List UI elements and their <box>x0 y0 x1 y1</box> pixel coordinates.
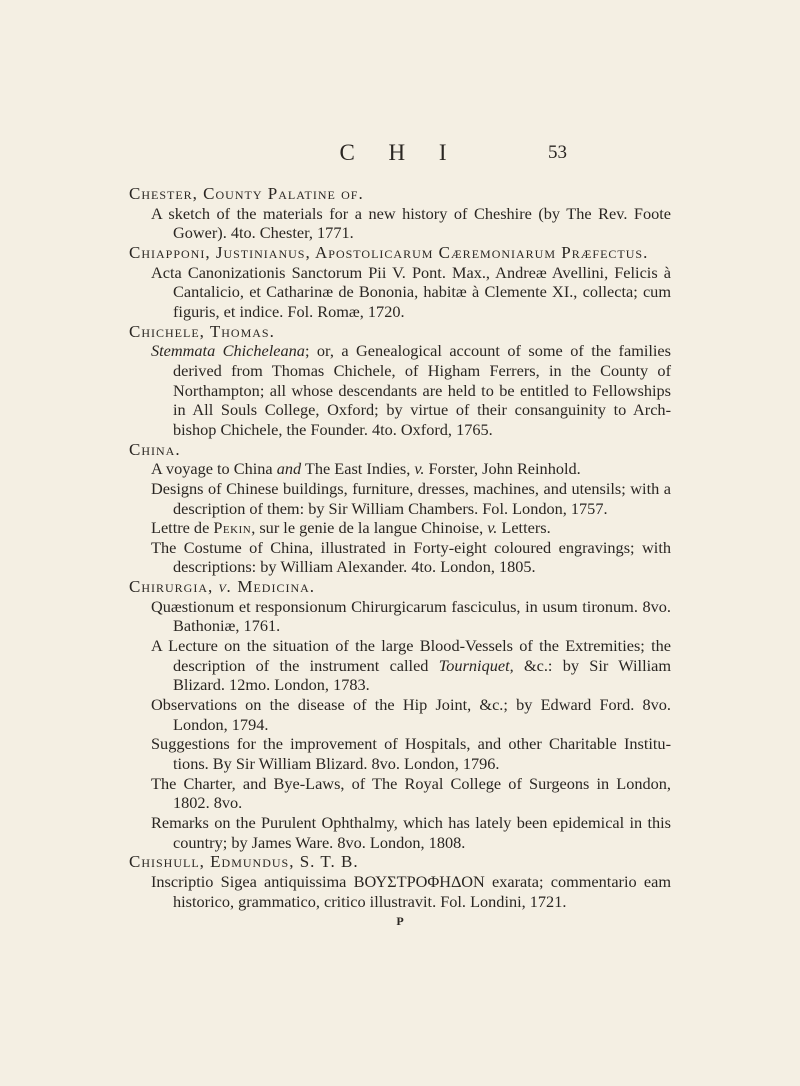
catalogue-entry <box>129 322 671 440</box>
italic-text: and <box>276 459 302 479</box>
text-run: The Charter, and Bye-Laws, of The Royal College of Surgeons in London, 1802. 8vo. <box>151 773 671 813</box>
text-run: The Costume of China, illustrated in Forty-eight coloured engravings; with descriptions: by William Alexander. 4to. London, 1805. <box>151 537 671 577</box>
italic-text: v. <box>414 459 425 479</box>
text-run: Acta Canonizationis Sanctorum Pii V. Pont. Max., Andreæ Avellini, Felicis à Cantalicio, et Catharinæ de Bononia, habitæ à Clemente XI., collecta; cum figuris, et indice. Fol. Romæ, 1720. <box>151 262 671 321</box>
text-run: Designs of Chinese buildings, furniture, dresses, machines, and utensils; with a description of them: by Sir William Chambers. Fol. London, 1757. <box>151 478 671 518</box>
text-run: Medicina. <box>232 577 316 597</box>
catalogue-entries <box>129 184 671 932</box>
small-caps-text: Pekin <box>213 518 252 538</box>
italic-text: Stemmata Chicheleana <box>151 341 305 361</box>
entry-item <box>151 518 671 538</box>
entry-item <box>151 479 671 518</box>
text-run: Forster, John Reinhold. <box>424 459 581 479</box>
entry-item <box>151 695 671 734</box>
text-run: Observations on the disease of the Hip Joint, &c.; by Edward Ford. 8vo. London, 1794. <box>151 695 671 734</box>
entry-item <box>151 774 671 813</box>
entry-item <box>151 341 671 439</box>
catalogue-entry <box>129 852 671 911</box>
entry-item <box>151 538 671 577</box>
entry-item <box>151 459 671 479</box>
catalogue-entry <box>129 184 671 243</box>
text-run: A voyage to China <box>151 459 277 479</box>
page-number: 53 <box>548 142 567 163</box>
entry-item <box>151 813 671 852</box>
entry-item <box>151 734 671 773</box>
running-head-title: C H I <box>339 140 461 165</box>
text-run: Suggestions for the improvement of Hospitals, and other Charitable Institu-tions. By Sir William Blizard. 8vo. London, 1796. <box>151 734 671 774</box>
entry-heading: Chichele, Thomas. <box>129 321 275 341</box>
entry-item <box>151 263 671 322</box>
entry-item <box>151 204 671 243</box>
entry-heading: Chiapponi, Justinianus, Apostolicarum Cæremoniarum Præfectus. <box>129 242 649 262</box>
running-head <box>0 140 800 164</box>
text-run: , sur le genie de la langue Chinoise, <box>251 518 488 538</box>
italic-text: v. <box>218 577 233 597</box>
text-run: Remarks on the Purulent Ophthalmy, which has lately been epidemical in this country; by James Ware. 8vo. London, 1808. <box>151 813 671 852</box>
entry-heading: China. <box>129 439 181 459</box>
text-run: ; or, a Genealogical account of some of the families derived from Thomas Chichele, of Higham Ferrers, in the County of Northampton; all whose descendants are held to be entitled to Fellowships in All Souls College, Oxford; by virtue of their consanguinity to Arch-bishop Chichele, the Founder. 4to. Oxford, 1765. <box>173 341 671 439</box>
text-run: A Lecture on the situation of the large Blood-Vessels of the Extremities; the description of the instrument called <box>151 636 671 675</box>
text-run: The East Indies, <box>301 459 415 479</box>
italic-text: v. <box>487 518 498 538</box>
italic-text: Tourniquet, <box>438 655 514 675</box>
text-run: Quæstionum et responsionum Chirurgicarum fasciculus, in usum tironum. 8vo. Bathoniæ, 1761. <box>151 596 671 636</box>
catalogue-entry <box>129 577 671 852</box>
text-run: Letters. <box>497 518 551 538</box>
entry-heading <box>129 577 671 597</box>
entry-item <box>151 872 671 911</box>
text-run: Lettre de <box>151 518 214 538</box>
entry-heading: Chishull, Edmundus, S. T. B. <box>129 852 359 872</box>
catalogue-entry <box>129 243 671 322</box>
signature-mark: P <box>396 914 404 929</box>
entry-item <box>151 597 671 636</box>
entry-heading: Chester, County Palatine of. <box>129 184 364 203</box>
text-run: A sketch of the materials for a new history of Cheshire (by The Rev. Foote Gower). 4to. Chester, 1771. <box>151 203 671 243</box>
text-run: &c.: by Sir William Blizard. 12mo. London, 1783. <box>173 655 672 695</box>
text-run: Chirurgia, <box>129 577 219 597</box>
entry-item <box>151 636 671 695</box>
catalogue-entry <box>129 440 671 578</box>
text-run: Inscriptio Sigea antiquissima ΒΟΥΣΤΡΟΦΗΔΟΝ exarata; commentario eam historico, grammatico, critico illustravit. Fol. Londini, 1721. <box>151 871 671 911</box>
